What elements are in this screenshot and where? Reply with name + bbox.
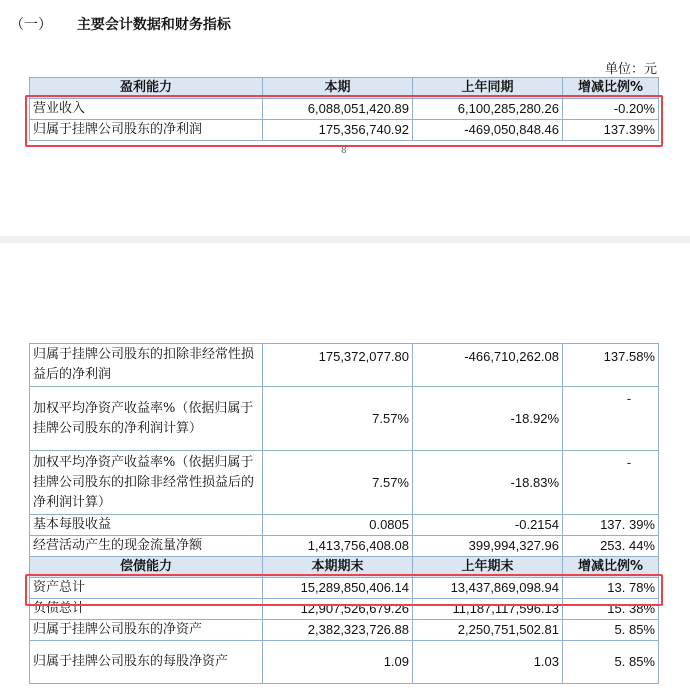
table-row xyxy=(30,344,659,387)
prior-value: -466,710,262.08 xyxy=(413,344,563,387)
change-pct: -0.20% xyxy=(563,99,659,120)
current-value: 175,356,740.92 xyxy=(263,120,413,141)
prior-value: 11,187,117,596.13 xyxy=(413,599,563,620)
current-value: 7.57% xyxy=(263,451,413,515)
change-pct: 253. 44% xyxy=(563,536,659,557)
prior-value: 13,437,869,098.94 xyxy=(413,578,563,599)
prior-value: 1.03 xyxy=(413,641,563,684)
row-label: 归属于挂牌公司股东的每股净资产 xyxy=(30,641,263,684)
page-break xyxy=(0,236,690,243)
current-value: 0.0805 xyxy=(263,515,413,536)
highlight-box-profit xyxy=(25,95,663,147)
change-pct: - xyxy=(563,387,659,451)
row-label: 加权平均净资产收益率%（依据归属于挂牌公司股东的扣除非经常性损益后的净利润计算） xyxy=(30,451,263,515)
table-row xyxy=(30,641,659,684)
header-cell: 增减比例% xyxy=(563,78,659,99)
detail-table xyxy=(29,343,659,684)
current-value: 7.57% xyxy=(263,387,413,451)
change-pct: 137. 39% xyxy=(563,515,659,536)
section-title: 主要会计数据和财务指标 xyxy=(76,17,231,33)
header-cell: 本期 xyxy=(263,78,413,99)
header-cell: 本期期末 xyxy=(263,557,413,578)
row-label: 归属于挂牌公司股东的扣除非经常性损益后的净利润 xyxy=(30,344,263,387)
change-pct: 13. 78% xyxy=(563,578,659,599)
prior-value: -469,050,848.46 xyxy=(413,120,563,141)
table-row xyxy=(30,536,659,557)
row-label: 资产总计 xyxy=(30,578,263,599)
row-label: 经营活动产生的现金流量净额 xyxy=(30,536,263,557)
prior-value: 6,100,285,280.26 xyxy=(413,99,563,120)
header-cell: 增减比例% xyxy=(563,557,659,578)
prior-value: -0.2154 xyxy=(413,515,563,536)
change-pct: 15. 38% xyxy=(563,599,659,620)
current-value: 175,372,077.80 xyxy=(263,344,413,387)
change-pct: 5. 85% xyxy=(563,620,659,641)
row-label: 基本每股收益 xyxy=(30,515,263,536)
table-row xyxy=(30,620,659,641)
current-value: 1,413,756,408.08 xyxy=(263,536,413,557)
row-label: 负债总计 xyxy=(30,599,263,620)
table-row xyxy=(30,515,659,536)
unit-label: 单位：元 xyxy=(604,62,657,77)
prior-value: 2,250,751,502.81 xyxy=(413,620,563,641)
change-pct: 5. 85% xyxy=(563,641,659,684)
prior-value: -18.83% xyxy=(413,451,563,515)
header-cell: 上年期末 xyxy=(413,557,563,578)
current-value: 6,088,051,420.89 xyxy=(263,99,413,120)
current-value: 1.09 xyxy=(263,641,413,684)
header-cell: 偿债能力 xyxy=(30,557,263,578)
header-cell: 盈利能力 xyxy=(30,78,263,99)
section-number: （一） xyxy=(10,17,52,33)
change-pct: - xyxy=(563,451,659,515)
change-pct: 137.58% xyxy=(563,344,659,387)
current-value: 12,907,526,679.26 xyxy=(263,599,413,620)
row-label: 加权平均净资产收益率%（依据归属于挂牌公司股东的净利润计算） xyxy=(30,387,263,451)
prior-value: -18.92% xyxy=(413,387,563,451)
table-row xyxy=(30,387,659,451)
header-cell: 上年同期 xyxy=(413,78,563,99)
current-value: 15,289,850,406.14 xyxy=(263,578,413,599)
section-heading xyxy=(10,14,231,34)
table-row xyxy=(30,451,659,515)
page-number: 8 xyxy=(341,146,347,156)
highlight-box-assets xyxy=(25,574,663,606)
row-label: 营业收入 xyxy=(30,99,263,120)
prior-value: 399,994,327.96 xyxy=(413,536,563,557)
current-value: 2,382,323,726.88 xyxy=(263,620,413,641)
row-label: 归属于挂牌公司股东的净资产 xyxy=(30,620,263,641)
change-pct: 137.39% xyxy=(563,120,659,141)
row-label: 归属于挂牌公司股东的净利润 xyxy=(30,120,263,141)
